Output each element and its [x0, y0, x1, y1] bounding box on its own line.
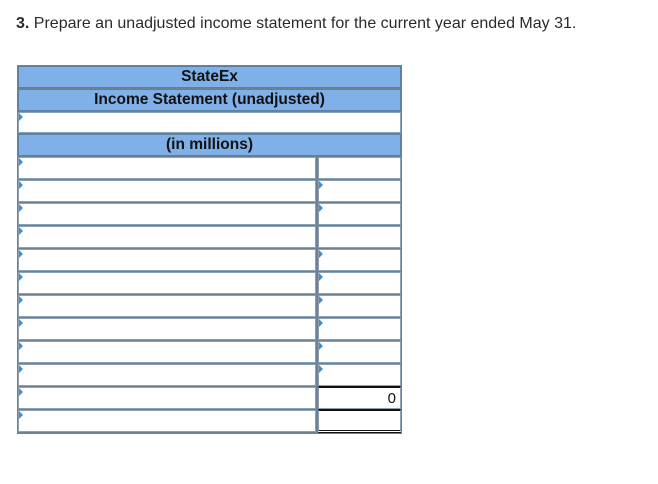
- question-text: Prepare an unadjusted income statement for the current year ended May 31.: [33, 15, 577, 32]
- line-item-label-input[interactable]: [18, 203, 316, 225]
- line-item-label-input[interactable]: [18, 157, 316, 179]
- input-indicator-icon: [319, 342, 323, 350]
- line-item-amount-input[interactable]: [318, 295, 401, 317]
- input-indicator-icon: [19, 204, 23, 212]
- question-prompt: [16, 15, 576, 33]
- line-item-amount-input[interactable]: [318, 203, 401, 225]
- line-item-amount-input[interactable]: [318, 364, 401, 386]
- line-item-amount-input[interactable]: [318, 249, 401, 271]
- line-item-label-input[interactable]: [18, 364, 316, 386]
- statement-title-header: Income Statement (unadjusted): [18, 89, 401, 111]
- input-indicator-icon: [319, 204, 323, 212]
- input-indicator-icon: [319, 273, 323, 281]
- input-indicator-icon: [19, 250, 23, 258]
- line-item-label-input[interactable]: [18, 272, 316, 294]
- line-item-label-input[interactable]: [18, 341, 316, 363]
- line-item-amount-input[interactable]: [318, 180, 401, 202]
- question-number: 3.: [16, 15, 30, 32]
- line-item-amount-input[interactable]: [318, 318, 401, 340]
- input-indicator-icon: [19, 388, 23, 396]
- total-label-input[interactable]: [18, 387, 316, 409]
- line-item-amount-input[interactable]: [318, 272, 401, 294]
- input-indicator-icon: [19, 365, 23, 373]
- line-item-label-input[interactable]: [18, 295, 316, 317]
- line-item-amount-input[interactable]: [318, 157, 401, 179]
- income-statement-worksheet: [17, 65, 402, 434]
- input-indicator-icon: [319, 250, 323, 258]
- line-item-label-input[interactable]: [18, 180, 316, 202]
- company-name-header: StateEx: [18, 66, 401, 88]
- input-indicator-icon: [319, 181, 323, 189]
- input-indicator-icon: [19, 158, 23, 166]
- line-item-label-input[interactable]: [18, 249, 316, 271]
- input-indicator-icon: [19, 113, 23, 121]
- input-indicator-icon: [19, 411, 23, 419]
- input-indicator-icon: [19, 273, 23, 281]
- total-amount-cell: [318, 386, 401, 409]
- input-indicator-icon: [319, 296, 323, 304]
- input-indicator-icon: [19, 296, 23, 304]
- input-indicator-icon: [19, 342, 23, 350]
- final-amount-input[interactable]: [318, 409, 401, 433]
- input-indicator-icon: [19, 227, 23, 235]
- line-item-amount-input[interactable]: [318, 341, 401, 363]
- input-indicator-icon: [19, 319, 23, 327]
- units-header: (in millions): [18, 134, 401, 156]
- input-indicator-icon: [319, 319, 323, 327]
- line-item-amount-input[interactable]: [318, 226, 401, 248]
- line-item-label-input[interactable]: [18, 318, 316, 340]
- date-line-input[interactable]: [18, 112, 401, 133]
- input-indicator-icon: [19, 181, 23, 189]
- line-item-label-input[interactable]: [18, 226, 316, 248]
- total-amount-value: 0: [387, 390, 396, 407]
- input-indicator-icon: [319, 365, 323, 373]
- line-item-label-input[interactable]: [18, 410, 316, 432]
